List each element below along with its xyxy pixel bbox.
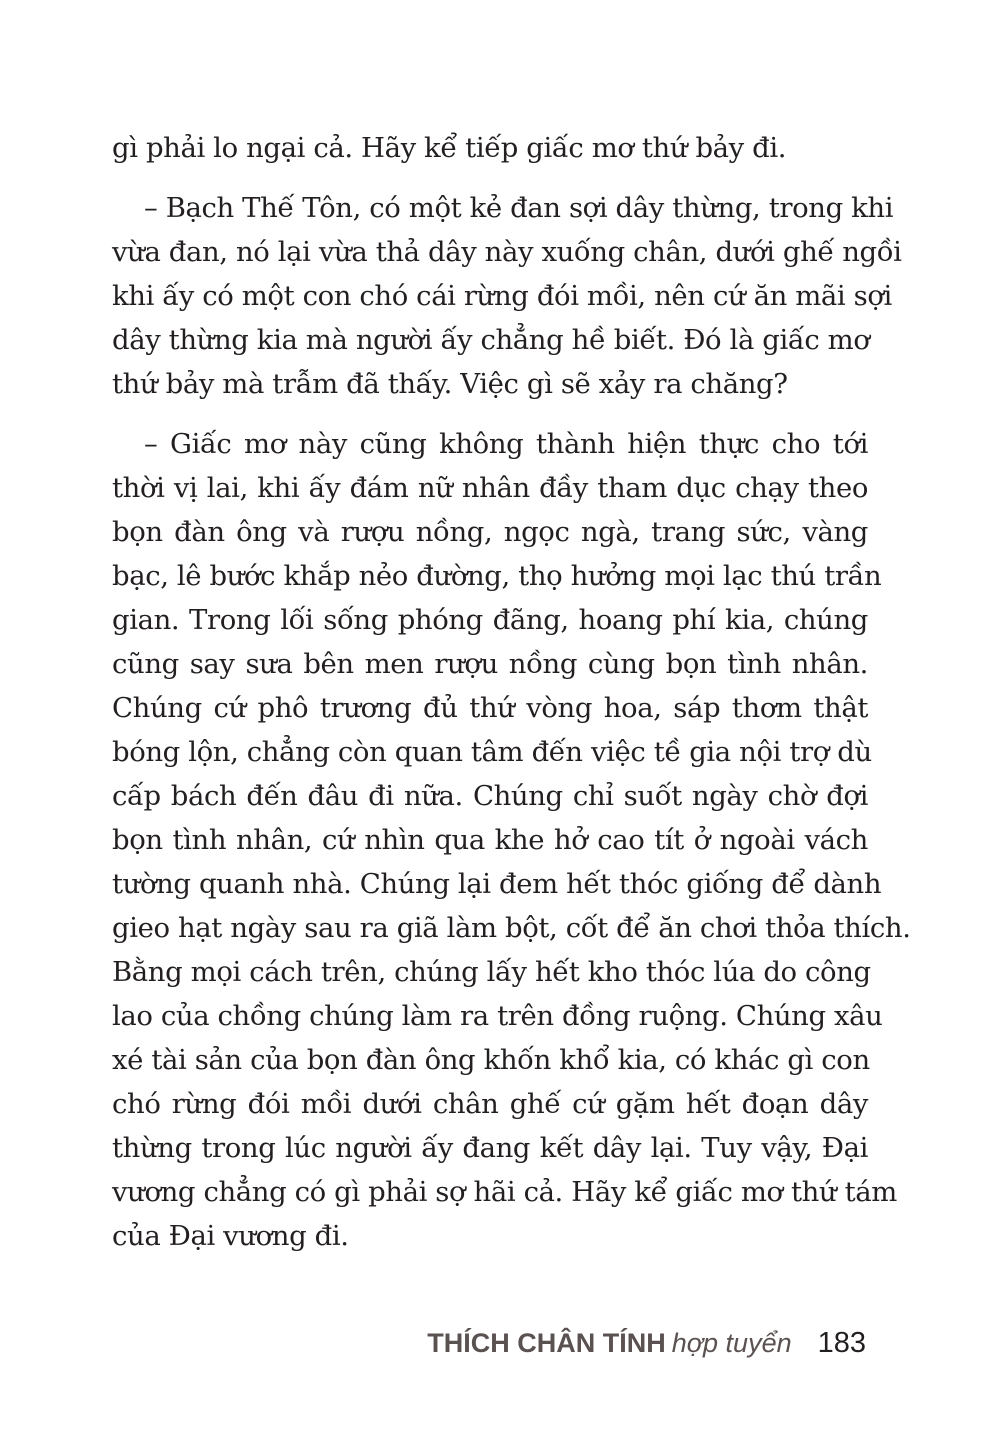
body-text [112,126,911,1274]
text-line: Bằng mọi cách trên, chúng lấy hết kho thóc lúa do công [112,956,871,988]
text-line: gian. Trong lối sống phóng đãng, hoang phí kia, chúng [112,604,868,636]
text-line: vương chẳng có gì phải sợ hãi cả. Hãy kể giấc mơ thứ tám [112,1176,897,1208]
text-line: lao của chồng chúng làm ra trên đồng ruộng. Chúng xâu [112,1000,883,1032]
paragraph [112,186,902,406]
text-line: bọn đàn ông và rượu nồng, ngọc ngà, trang sức, vàng [112,516,868,548]
text-line: bóng lộn, chẳng còn quan tâm đến việc tề gia nội trợ dù [112,736,872,768]
text-line: – Giấc mơ này cũng không thành hiện thực cho tới [144,428,868,460]
text-line: tường quanh nhà. Chúng lại đem hết thóc giống để dành [112,868,882,900]
text-line: dây thừng kia mà người ấy chẳng hề biết. Đó là giấc mơ [112,324,870,356]
page-number: 183 [817,1327,866,1359]
text-line: thứ bảy mà trẫm đã thấy. Việc gì sẽ xảy ra chăng? [112,368,788,400]
text-line: vừa đan, nó lại vừa thả dây này xuống chân, dưới ghế ngồi [112,236,902,268]
text-line: gieo hạt ngày sau ra giã làm bột, cốt để ăn chơi thỏa thích. [112,912,911,944]
text-line: Chúng cứ phô trương đủ thứ vòng hoa, sáp thơm thật [112,692,868,724]
text-line: xé tài sản của bọn đàn ông khốn khổ kia, có khác gì con [112,1044,870,1076]
text-line: thời vị lai, khi ấy đám nữ nhân đầy tham dục chạy theo [112,472,868,504]
text-line: bọn tình nhân, cứ nhìn qua khe hở cao tít ở ngoài vách [112,824,868,856]
text-line: thừng trong lúc người ấy đang kết dây lại. Tuy vậy, Đại [112,1132,868,1164]
paragraph [112,422,911,1258]
text-line: – Bạch Thế Tôn, có một kẻ đan sợi dây thừng, trong khi [144,192,894,224]
paragraph [112,126,868,170]
footer-subtitle: hợp tuyển [671,1328,792,1358]
text-line: của Đại vương đi. [112,1220,349,1252]
page-footer [427,1327,866,1360]
text-line: cấp bách đến đâu đi nữa. Chúng chỉ suốt ngày chờ đợi [112,780,868,812]
text-line: bạc, lê bước khắp nẻo đường, thọ hưởng mọi lạc thú trần [112,560,882,592]
text-line: khi ấy có một con chó cái rừng đói mồi, nên cứ ăn mãi sợi [112,280,892,312]
footer-author: THÍCH CHÂN TÍNH [427,1328,666,1358]
text-line: chó rừng đói mồi dưới chân ghế cứ gặm hết đoạn dây [112,1088,868,1120]
text-line: cũng say sưa bên men rượu nồng cùng bọn tình nhân. [112,648,868,680]
text-line: gì phải lo ngại cả. Hãy kể tiếp giấc mơ thứ bảy đi. [112,132,787,164]
